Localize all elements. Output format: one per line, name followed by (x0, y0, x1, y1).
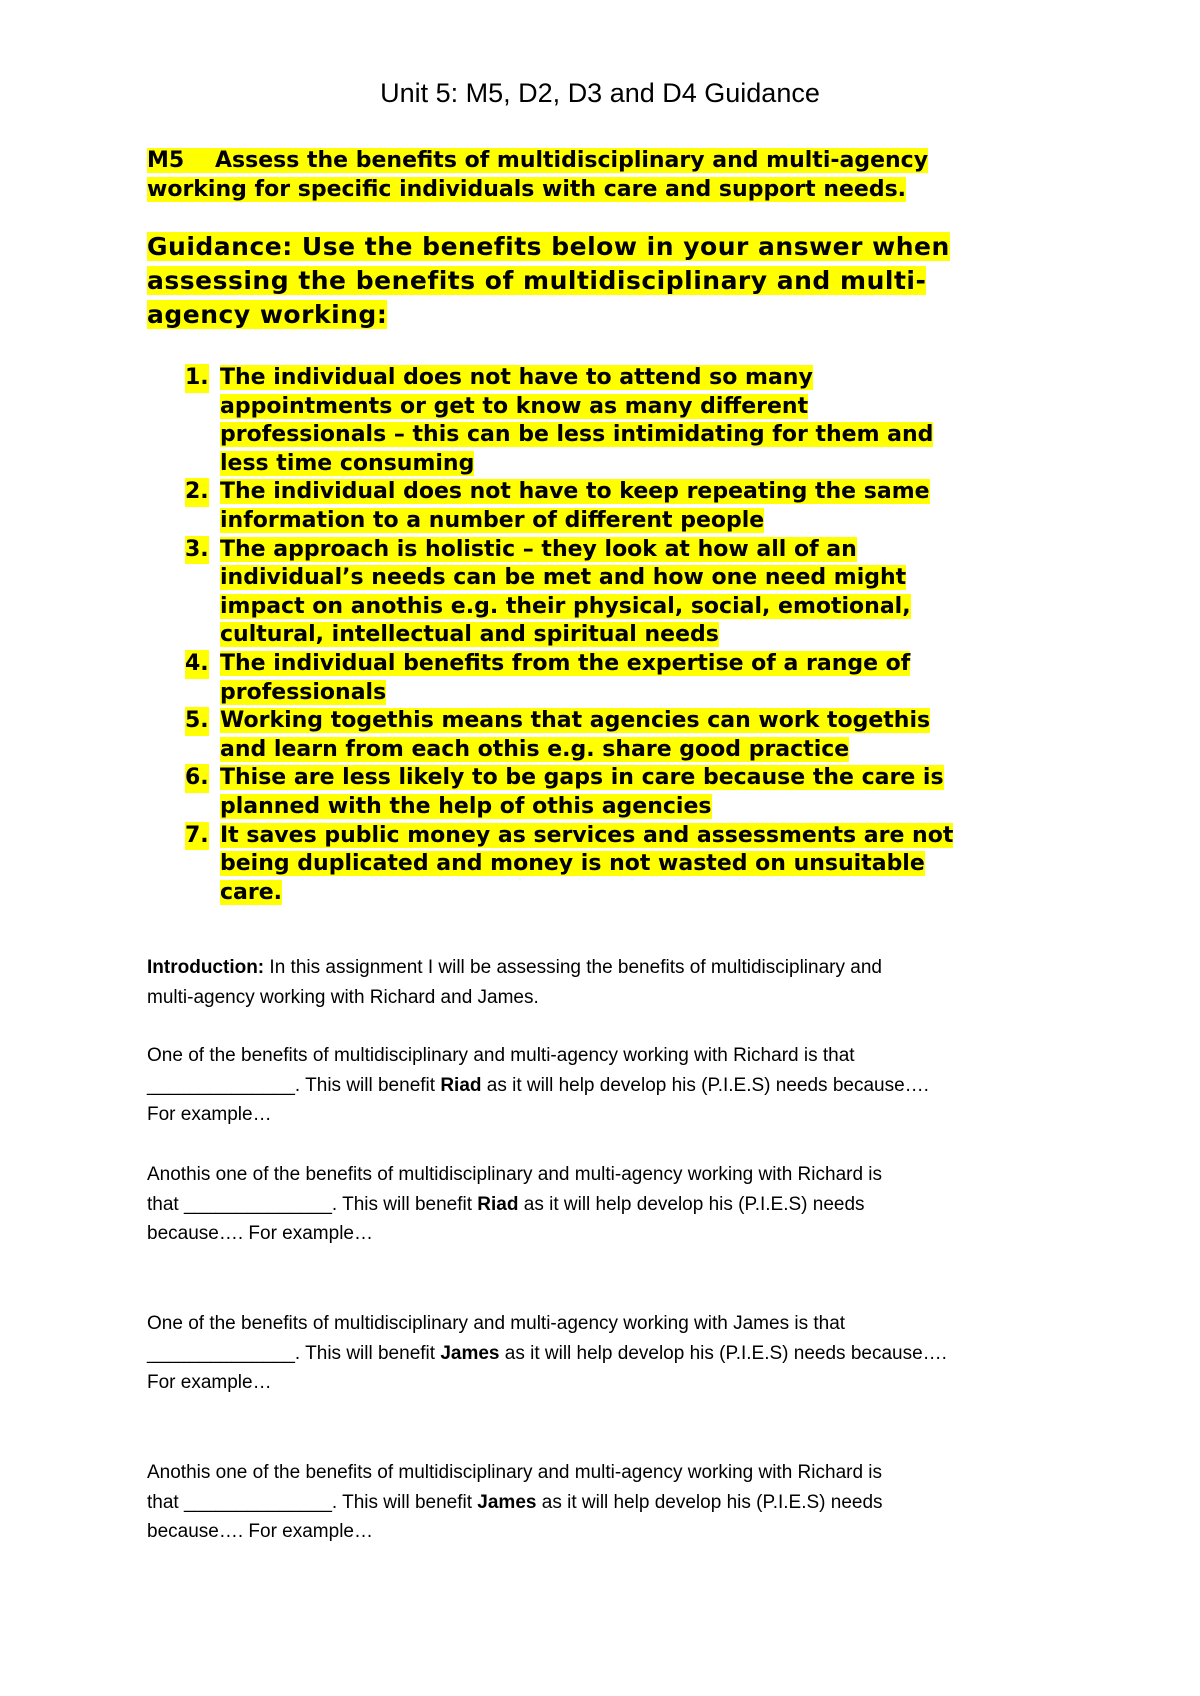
guidance-line-1: Guidance: Use the benefits below in your answer when (147, 232, 950, 261)
paragraph-text: as it will help develop his (P.I.E.S) needs because…. (481, 1074, 929, 1096)
benefit-paragraph-2 (147, 1160, 1047, 1249)
paragraph-line: One of the benefits of multidisciplinary and multi-agency working with James is that (147, 1313, 846, 1334)
introduction-label: Introduction: (147, 957, 265, 978)
benefit-line: The approach is holistic – they look at how all of an (220, 536, 857, 562)
benefit-line: planned with the help of othis agencies (220, 793, 712, 819)
benefit-paragraph-1 (147, 1041, 1047, 1130)
benefits-list (175, 364, 1055, 907)
benefit-line: information to a number of different people (220, 507, 765, 533)
benefit-item (175, 707, 1055, 764)
benefit-number: 3. (185, 536, 209, 565)
paragraph-line: One of the benefits of multidisciplinary and multi-agency working with Richard is that (147, 1045, 855, 1066)
m5-line-2: working for specific individuals with care and support needs. (147, 177, 907, 202)
guidance-line-3: agency working: (147, 300, 388, 329)
paragraph-text: as it will help develop his (P.I.E.S) needs because…. (499, 1342, 947, 1364)
benefit-line: professionals – this can be less intimidating for them and (220, 422, 934, 448)
person-name: Riad (440, 1074, 482, 1096)
benefit-item (175, 536, 1055, 650)
benefit-number: 4. (185, 650, 209, 679)
paragraph-line: For example… (147, 1104, 272, 1125)
benefit-line: It saves public money as services and assessments are not (220, 822, 954, 848)
benefit-item (175, 822, 1055, 908)
benefit-line: professionals (220, 679, 387, 705)
paragraph-line: Anothis one of the benefits of multidisciplinary and multi-agency working with Richard is (147, 1462, 883, 1483)
introduction-text-line-2: multi-agency working with Richard and James. (147, 986, 539, 1008)
benefit-item (175, 764, 1055, 821)
paragraph-text: that ______________. This will benefit (147, 1491, 478, 1513)
benefit-line: cultural, intellectual and spiritual needs (220, 622, 719, 648)
benefit-number: 1. (185, 364, 209, 393)
page-title: Unit 5: M5, D2, D3 and D4 Guidance (380, 78, 820, 108)
paragraph-text: ______________. This will benefit (147, 1342, 441, 1364)
benefit-line: The individual does not have to attend so many (220, 365, 813, 390)
benefit-number: 2. (185, 478, 209, 507)
benefit-paragraph-3 (147, 1309, 1047, 1398)
benefit-number: 7. (185, 822, 209, 851)
m5-code: M5 (147, 148, 185, 173)
m5-criterion (147, 146, 1047, 204)
benefit-line: individual’s needs can be met and how one need might (220, 565, 907, 591)
paragraph-text: as it will help develop his (P.I.E.S) needs (536, 1491, 883, 1513)
person-name: James (477, 1491, 537, 1513)
paragraph-line: because…. For example… (147, 1521, 373, 1542)
benefit-line: The individual does not have to keep repeating the same (220, 479, 930, 505)
person-name: James (440, 1342, 500, 1364)
introduction-text: In this assignment I will be assessing the benefits of multidisciplinary and (264, 957, 882, 978)
guidance-heading (147, 230, 1047, 332)
benefit-item (175, 364, 1055, 478)
person-name: Riad (477, 1193, 519, 1215)
benefit-line: The individual benefits from the expertise of a range of (220, 650, 911, 676)
benefit-paragraph-4 (147, 1458, 1047, 1547)
m5-line-1: Assess the benefits of multidisciplinary and multi-agency (215, 148, 929, 173)
guidance-line-2: assessing the benefits of multidisciplinary and multi- (147, 266, 927, 295)
paragraph-text: ______________. This will benefit (147, 1074, 441, 1096)
benefit-number: 6. (185, 764, 209, 793)
paragraph-line: because…. For example… (147, 1223, 373, 1244)
benefit-line: and learn from each othis e.g. share good practice (220, 736, 850, 762)
benefit-number: 5. (185, 707, 209, 736)
paragraph-text: as it will help develop his (P.I.E.S) needs (518, 1193, 865, 1215)
introduction-paragraph (147, 953, 1047, 1012)
paragraph-line: For example… (147, 1372, 272, 1393)
paragraph-line: Anothis one of the benefits of multidisciplinary and multi-agency working with Richard is (147, 1164, 883, 1185)
benefit-line: care. (220, 879, 283, 905)
benefit-line: less time consuming (220, 450, 475, 476)
benefit-item (175, 478, 1055, 535)
benefit-line: Working togethis means that agencies can work togethis (220, 708, 931, 734)
benefit-item (175, 650, 1055, 707)
benefit-line: Thise are less likely to be gaps in care because the care is (220, 765, 944, 791)
paragraph-text: that ______________. This will benefit (147, 1193, 478, 1215)
benefit-line: impact on anothis e.g. their physical, social, emotional, (220, 593, 911, 619)
benefit-line: appointments or get to know as many different (220, 393, 809, 419)
benefit-line: being duplicated and money is not wasted on unsuitable (220, 851, 925, 877)
